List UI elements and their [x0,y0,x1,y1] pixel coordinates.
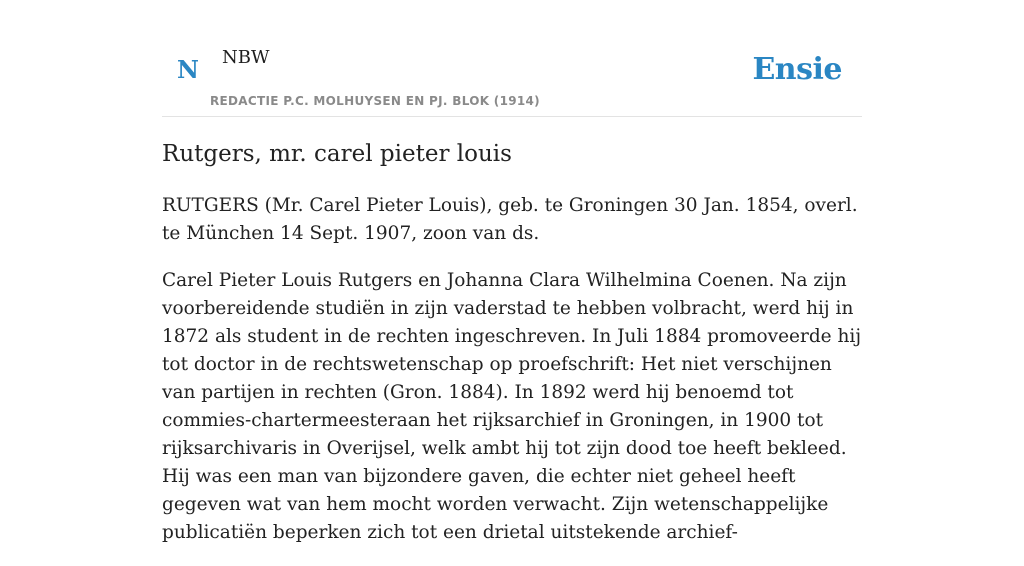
article-paragraph: Carel Pieter Louis Rutgers en Johanna Clara Wilhelmina Coenen. Na zijn voorbereidende studiën in zijn vaderstad te hebben volbracht, werd hij in 1872 als student in de rechten ingeschreven. In Juli 1884 promoveerde hij tot doctor in de rechtswetenschap op proefschrift: Het niet verschijnen van partijen in rechten (Gron. 1884). In 1892 werd hij benoemd tot commies-chartermeesteraan het rijksarchief in Groningen, in 1900 tot rijksarchivaris in Overijsel, welk ambt hij tot zijn dood toe heeft bekleed. Hij was een man van bijzondere gaven, die echter niet geheel heeft gegeven wat van hem mocht worden verwacht. Zijn wetenschappelijke publicatiën beperken zich tot een drietal uitstekende archief- [162,270,862,543]
source-name[interactable]: NBW [222,47,270,68]
article-paragraph: RUTGERS (Mr. Carel Pieter Louis), geb. te Groningen 30 Jan. 1854, overl. te München 14 Sept. 1907, zoon van ds. [162,195,858,244]
site-header [162,0,862,117]
source-subtitle: REDACTIE P.C. MOLHUYSEN EN PJ. BLOK (1914) [210,94,540,108]
source-logo[interactable]: N [177,55,199,84]
article [162,136,862,566]
brand-logo[interactable]: Ensie [752,52,842,87]
article-title: Rutgers, mr. carel pieter louis [162,141,512,167]
